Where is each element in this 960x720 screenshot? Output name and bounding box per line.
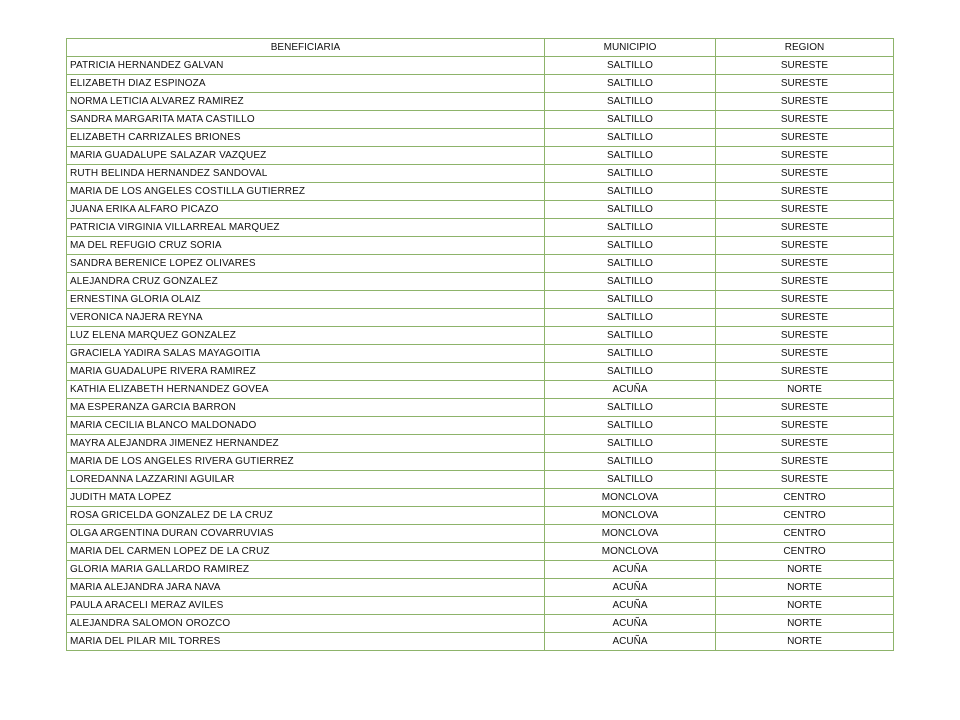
region-cell: SURESTE [716, 291, 894, 309]
municipio-cell: SALTILLO [545, 237, 716, 255]
table-row [67, 489, 894, 507]
table-row [67, 543, 894, 561]
beneficiaries-table [66, 38, 894, 651]
beneficiary-name-cell: MARIA DEL PILAR MIL TORRES [67, 633, 545, 651]
region-cell: CENTRO [716, 507, 894, 525]
table-row [67, 363, 894, 381]
table-row [67, 255, 894, 273]
beneficiary-name-cell: LUZ ELENA MARQUEZ GONZALEZ [67, 327, 545, 345]
table-row [67, 597, 894, 615]
beneficiary-name-cell: MARIA DE LOS ANGELES RIVERA GUTIERREZ [67, 453, 545, 471]
table-row [67, 399, 894, 417]
region-cell: SURESTE [716, 309, 894, 327]
table-row [67, 435, 894, 453]
table-row [67, 237, 894, 255]
table-row [67, 381, 894, 399]
beneficiary-name-cell: SANDRA BERENICE LOPEZ OLIVARES [67, 255, 545, 273]
beneficiary-name-cell: ALEJANDRA SALOMON OROZCO [67, 615, 545, 633]
municipio-cell: SALTILLO [545, 201, 716, 219]
beneficiary-name-cell: JUANA ERIKA ALFARO PICAZO [67, 201, 545, 219]
table-row [67, 471, 894, 489]
region-cell: SURESTE [716, 219, 894, 237]
region-cell: CENTRO [716, 525, 894, 543]
header-region: REGION [716, 39, 894, 57]
beneficiary-name-cell: MARIA ALEJANDRA JARA NAVA [67, 579, 545, 597]
table-row [67, 75, 894, 93]
table-row [67, 345, 894, 363]
region-cell: CENTRO [716, 543, 894, 561]
table-row [67, 165, 894, 183]
municipio-cell: SALTILLO [545, 471, 716, 489]
table-row [67, 129, 894, 147]
region-cell: SURESTE [716, 273, 894, 291]
beneficiary-name-cell: LOREDANNA LAZZARINI AGUILAR [67, 471, 545, 489]
municipio-cell: SALTILLO [545, 183, 716, 201]
region-cell: SURESTE [716, 93, 894, 111]
table-row [67, 273, 894, 291]
beneficiary-name-cell: ELIZABETH DIAZ ESPINOZA [67, 75, 545, 93]
beneficiary-name-cell: ROSA GRICELDA GONZALEZ DE LA CRUZ [67, 507, 545, 525]
region-cell: SURESTE [716, 183, 894, 201]
municipio-cell: SALTILLO [545, 147, 716, 165]
beneficiary-name-cell: MARIA GUADALUPE SALAZAR VAZQUEZ [67, 147, 545, 165]
municipio-cell: SALTILLO [545, 57, 716, 75]
municipio-cell: ACUÑA [545, 579, 716, 597]
region-cell: NORTE [716, 633, 894, 651]
table-row [67, 561, 894, 579]
table-row [67, 507, 894, 525]
region-cell: NORTE [716, 579, 894, 597]
header-municipio: MUNICIPIO [545, 39, 716, 57]
region-cell: SURESTE [716, 75, 894, 93]
municipio-cell: SALTILLO [545, 255, 716, 273]
beneficiary-name-cell: PATRICIA HERNANDEZ GALVAN [67, 57, 545, 75]
beneficiary-name-cell: MAYRA ALEJANDRA JIMENEZ HERNANDEZ [67, 435, 545, 453]
municipio-cell: SALTILLO [545, 453, 716, 471]
header-row [67, 39, 894, 57]
municipio-cell: SALTILLO [545, 75, 716, 93]
region-cell: SURESTE [716, 129, 894, 147]
beneficiary-name-cell: MA ESPERANZA GARCIA BARRON [67, 399, 545, 417]
region-cell: NORTE [716, 597, 894, 615]
table-row [67, 111, 894, 129]
beneficiary-name-cell: GRACIELA YADIRA SALAS MAYAGOITIA [67, 345, 545, 363]
table-row [67, 327, 894, 345]
municipio-cell: MONCLOVA [545, 543, 716, 561]
beneficiary-name-cell: MARIA CECILIA BLANCO MALDONADO [67, 417, 545, 435]
beneficiary-name-cell: MARIA DE LOS ANGELES COSTILLA GUTIERREZ [67, 183, 545, 201]
municipio-cell: SALTILLO [545, 345, 716, 363]
region-cell: SURESTE [716, 147, 894, 165]
beneficiary-name-cell: ELIZABETH CARRIZALES BRIONES [67, 129, 545, 147]
region-cell: SURESTE [716, 327, 894, 345]
beneficiary-name-cell: ALEJANDRA CRUZ GONZALEZ [67, 273, 545, 291]
municipio-cell: SALTILLO [545, 363, 716, 381]
region-cell: SURESTE [716, 453, 894, 471]
table-row [67, 201, 894, 219]
table-row [67, 615, 894, 633]
municipio-cell: SALTILLO [545, 273, 716, 291]
municipio-cell: SALTILLO [545, 327, 716, 345]
beneficiary-name-cell: NORMA LETICIA ALVAREZ RAMIREZ [67, 93, 545, 111]
beneficiary-name-cell: PAULA ARACELI MERAZ AVILES [67, 597, 545, 615]
table-row [67, 147, 894, 165]
region-cell: SURESTE [716, 111, 894, 129]
region-cell: SURESTE [716, 417, 894, 435]
municipio-cell: SALTILLO [545, 129, 716, 147]
beneficiary-name-cell: RUTH BELINDA HERNANDEZ SANDOVAL [67, 165, 545, 183]
table-row [67, 183, 894, 201]
municipio-cell: ACUÑA [545, 561, 716, 579]
table-row [67, 525, 894, 543]
beneficiary-name-cell: KATHIA ELIZABETH HERNANDEZ GOVEA [67, 381, 545, 399]
beneficiary-name-cell: GLORIA MARIA GALLARDO RAMIREZ [67, 561, 545, 579]
table-row [67, 579, 894, 597]
region-cell: SURESTE [716, 165, 894, 183]
municipio-cell: SALTILLO [545, 399, 716, 417]
region-cell: SURESTE [716, 345, 894, 363]
municipio-cell: SALTILLO [545, 93, 716, 111]
table-row [67, 57, 894, 75]
beneficiary-name-cell: SANDRA MARGARITA MATA CASTILLO [67, 111, 545, 129]
region-cell: CENTRO [716, 489, 894, 507]
municipio-cell: SALTILLO [545, 417, 716, 435]
beneficiary-name-cell: MARIA DEL CARMEN LOPEZ DE LA CRUZ [67, 543, 545, 561]
region-cell: SURESTE [716, 435, 894, 453]
table-row [67, 633, 894, 651]
table-row [67, 291, 894, 309]
beneficiary-name-cell: OLGA ARGENTINA DURAN COVARRUVIAS [67, 525, 545, 543]
region-cell: SURESTE [716, 57, 894, 75]
region-cell: NORTE [716, 381, 894, 399]
beneficiary-name-cell: VERONICA NAJERA REYNA [67, 309, 545, 327]
municipio-cell: MONCLOVA [545, 525, 716, 543]
beneficiary-name-cell: MA DEL REFUGIO CRUZ SORIA [67, 237, 545, 255]
municipio-cell: SALTILLO [545, 111, 716, 129]
region-cell: SURESTE [716, 201, 894, 219]
municipio-cell: ACUÑA [545, 633, 716, 651]
table-row [67, 93, 894, 111]
table-row [67, 417, 894, 435]
region-cell: NORTE [716, 615, 894, 633]
table-row [67, 309, 894, 327]
municipio-cell: ACUÑA [545, 597, 716, 615]
municipio-cell: SALTILLO [545, 219, 716, 237]
region-cell: SURESTE [716, 255, 894, 273]
municipio-cell: ACUÑA [545, 381, 716, 399]
beneficiary-name-cell: JUDITH MATA LOPEZ [67, 489, 545, 507]
table-row [67, 453, 894, 471]
region-cell: NORTE [716, 561, 894, 579]
municipio-cell: ACUÑA [545, 615, 716, 633]
region-cell: SURESTE [716, 363, 894, 381]
table-row [67, 219, 894, 237]
beneficiary-name-cell: MARIA GUADALUPE RIVERA RAMIREZ [67, 363, 545, 381]
municipio-cell: SALTILLO [545, 291, 716, 309]
beneficiary-name-cell: PATRICIA VIRGINIA VILLARREAL MARQUEZ [67, 219, 545, 237]
municipio-cell: SALTILLO [545, 309, 716, 327]
municipio-cell: MONCLOVA [545, 489, 716, 507]
region-cell: SURESTE [716, 399, 894, 417]
municipio-cell: SALTILLO [545, 165, 716, 183]
beneficiary-name-cell: ERNESTINA GLORIA OLAIZ [67, 291, 545, 309]
region-cell: SURESTE [716, 237, 894, 255]
header-beneficiaria: BENEFICIARIA [67, 39, 545, 57]
municipio-cell: SALTILLO [545, 435, 716, 453]
region-cell: SURESTE [716, 471, 894, 489]
municipio-cell: MONCLOVA [545, 507, 716, 525]
